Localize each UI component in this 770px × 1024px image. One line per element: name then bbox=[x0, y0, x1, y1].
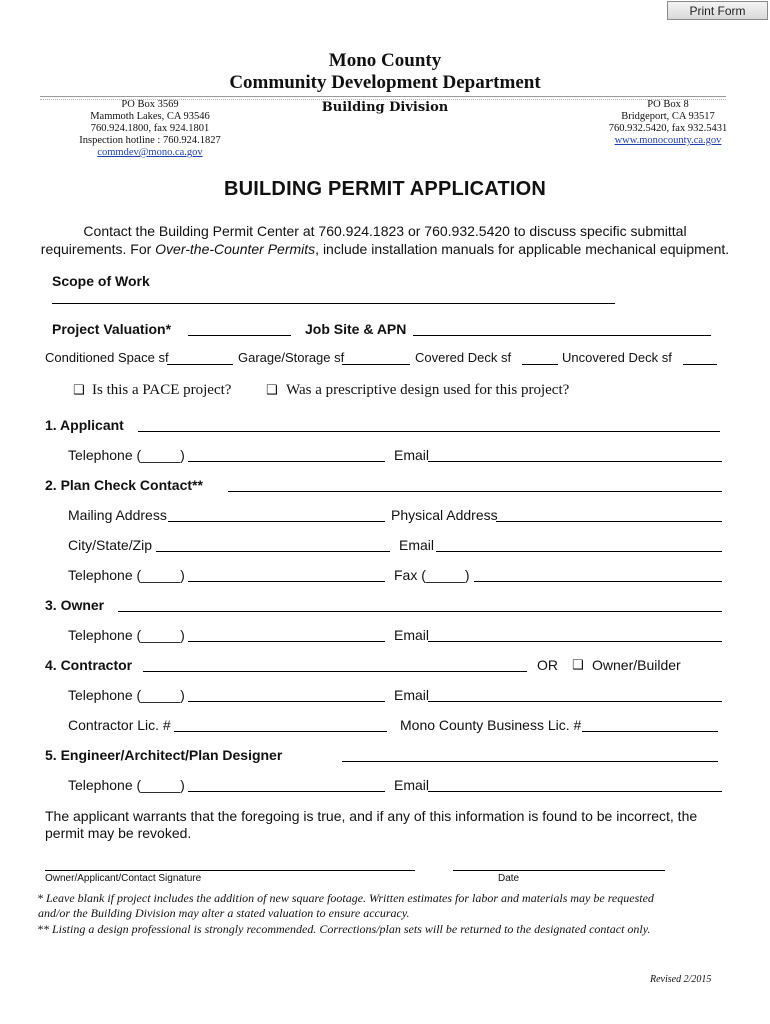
applicant-email-field[interactable] bbox=[428, 461, 722, 462]
left-address-line: Mammoth Lakes, CA 93546 bbox=[90, 111, 210, 122]
owner-label: 3. Owner bbox=[45, 597, 105, 613]
plancheck-field[interactable] bbox=[228, 491, 722, 492]
applicant-field[interactable] bbox=[138, 431, 720, 432]
jobsite-label: Job Site & APN bbox=[305, 321, 407, 337]
prescriptive-label: Was a prescriptive design used for this project? bbox=[286, 382, 570, 398]
owner-builder-label: Owner/Builder bbox=[592, 657, 681, 673]
pace-label: Is this a PACE project? bbox=[92, 382, 232, 398]
plancheck-label: 2. Plan Check Contact** bbox=[45, 477, 203, 493]
form-title: BUILDING PERMIT APPLICATION bbox=[223, 178, 547, 200]
owner-email-field[interactable] bbox=[428, 641, 722, 642]
engineer-email-label: Email bbox=[394, 777, 430, 793]
warrant-line-2: permit may be revoked. bbox=[45, 825, 192, 841]
intro-text bbox=[30, 222, 740, 258]
plancheck-telephone-field[interactable] bbox=[188, 581, 385, 582]
engineer-telephone-label: Telephone (_____) bbox=[68, 777, 185, 793]
fax-field[interactable] bbox=[474, 581, 722, 582]
mailing-address-field[interactable] bbox=[168, 521, 385, 522]
applicant-label: 1. Applicant bbox=[45, 417, 124, 433]
fax-label: Fax (_____) bbox=[394, 567, 470, 583]
owner-telephone-field[interactable] bbox=[188, 641, 385, 642]
city-state-zip-label: City/State/Zip bbox=[68, 537, 153, 553]
applicant-telephone-field[interactable] bbox=[188, 461, 385, 462]
garage-label: Garage/Storage sf bbox=[238, 350, 345, 365]
mailing-address-label: Mailing Address bbox=[68, 507, 167, 523]
applicant-email-label: Email bbox=[394, 447, 430, 463]
valuation-label: Project Valuation* bbox=[52, 321, 172, 337]
uncovered-deck-label: Uncovered Deck sf bbox=[562, 350, 672, 365]
contractor-telephone-label: Telephone (_____) bbox=[68, 687, 185, 703]
contractor-email-field[interactable] bbox=[428, 701, 722, 702]
owner-email-label: Email bbox=[394, 627, 430, 643]
website-link[interactable]: www.monocounty.ca.gov bbox=[614, 135, 722, 146]
engineer-telephone-field[interactable] bbox=[188, 791, 385, 792]
contractor-label: 4. Contractor bbox=[45, 657, 133, 673]
footnote-line: and/or the Building Division may alter a stated valuation to ensure accuracy. bbox=[38, 906, 410, 920]
right-address-line: PO Box 8 bbox=[647, 99, 689, 110]
left-address-line: Inspection hotline : 760.924.1827 bbox=[79, 135, 221, 146]
physical-address-label: Physical Address bbox=[391, 507, 498, 523]
engineer-field[interactable] bbox=[342, 761, 718, 762]
date-field[interactable] bbox=[453, 870, 665, 871]
physical-address-field[interactable] bbox=[496, 521, 722, 522]
footnote-valuation bbox=[37, 891, 757, 921]
intro-line-1: Contact the Building Permit Center at 760.924.1823 or 760.932.5420 to discuss specific submittal bbox=[83, 223, 687, 239]
contractor-field[interactable] bbox=[143, 671, 527, 672]
owner-telephone-label: Telephone (_____) bbox=[68, 627, 185, 643]
print-form-button[interactable]: Print Form bbox=[667, 1, 768, 20]
right-address bbox=[578, 99, 758, 147]
uncovered-deck-field[interactable] bbox=[683, 364, 717, 365]
business-lic-label: Mono County Business Lic. # bbox=[400, 717, 582, 733]
warrant-line-1: The applicant warrants that the foregoing is true, and if any of this information is found to be incorrect, the bbox=[45, 808, 698, 824]
signature-field[interactable] bbox=[45, 870, 415, 871]
date-label: Date bbox=[498, 873, 520, 884]
or-label: OR bbox=[537, 657, 558, 673]
valuation-field[interactable] bbox=[188, 335, 291, 336]
intro-text-b: , include installation manuals for applicable mechanical equipment. bbox=[315, 241, 730, 257]
covered-deck-label: Covered Deck sf bbox=[415, 350, 512, 365]
right-address-line: 760.932.5420, fax 932.5431 bbox=[608, 123, 728, 134]
contractor-email-label: Email bbox=[394, 687, 430, 703]
left-address-line: PO Box 3569 bbox=[121, 99, 179, 110]
left-address-line: 760.924.1800, fax 924.1801 bbox=[90, 123, 210, 134]
intro-text-a: requirements. For bbox=[40, 241, 156, 257]
warrant-text bbox=[45, 808, 745, 842]
contractor-lic-field[interactable] bbox=[174, 731, 387, 732]
covered-deck-field[interactable] bbox=[522, 364, 558, 365]
revision-date: Revised 2/2015 bbox=[650, 974, 712, 985]
prescriptive-checkbox[interactable]: ❑ bbox=[266, 383, 278, 398]
contractor-lic-label: Contractor Lic. # bbox=[68, 717, 171, 733]
division-title: Building Division bbox=[321, 100, 449, 115]
plancheck-email-field[interactable] bbox=[436, 551, 722, 552]
conditioned-field[interactable] bbox=[167, 364, 233, 365]
garage-field[interactable] bbox=[342, 364, 410, 365]
scope-label: Scope of Work bbox=[52, 273, 150, 289]
conditioned-label: Conditioned Space sf bbox=[45, 350, 169, 365]
footnote-design-professional: ** Listing a design professional is strongly recommended. Corrections/plan sets will be returned to the designated contact only. bbox=[37, 922, 651, 936]
county-title: Mono County bbox=[328, 50, 442, 71]
scope-field[interactable] bbox=[52, 303, 615, 304]
pace-checkbox[interactable]: ❑ bbox=[73, 383, 85, 398]
engineer-email-field[interactable] bbox=[428, 791, 722, 792]
header-rule bbox=[40, 96, 726, 97]
footnote-line: * Leave blank if project includes the addition of new square footage. Written estimates for labor and materials may be requested bbox=[37, 891, 654, 905]
owner-field[interactable] bbox=[118, 611, 722, 612]
jobsite-field[interactable] bbox=[413, 335, 711, 336]
city-state-zip-field[interactable] bbox=[156, 551, 390, 552]
business-lic-field[interactable] bbox=[582, 731, 718, 732]
engineer-label: 5. Engineer/Architect/Plan Designer bbox=[45, 747, 283, 763]
department-title: Community Development Department bbox=[229, 72, 541, 93]
email-link[interactable]: commdev@mono.ca.gov bbox=[97, 147, 203, 158]
signature-label: Owner/Applicant/Contact Signature bbox=[45, 873, 202, 884]
right-address-line: Bridgeport, CA 93517 bbox=[621, 111, 715, 122]
intro-text-emphasis: Over-the-Counter Permits bbox=[155, 241, 316, 257]
plancheck-email-label: Email bbox=[399, 537, 435, 553]
plancheck-telephone-label: Telephone (_____) bbox=[68, 567, 185, 583]
applicant-telephone-label: Telephone (_____) bbox=[68, 447, 185, 463]
owner-builder-checkbox[interactable]: ❑ bbox=[572, 658, 584, 673]
contractor-telephone-field[interactable] bbox=[188, 701, 385, 702]
intro-line-2 bbox=[30, 240, 740, 258]
